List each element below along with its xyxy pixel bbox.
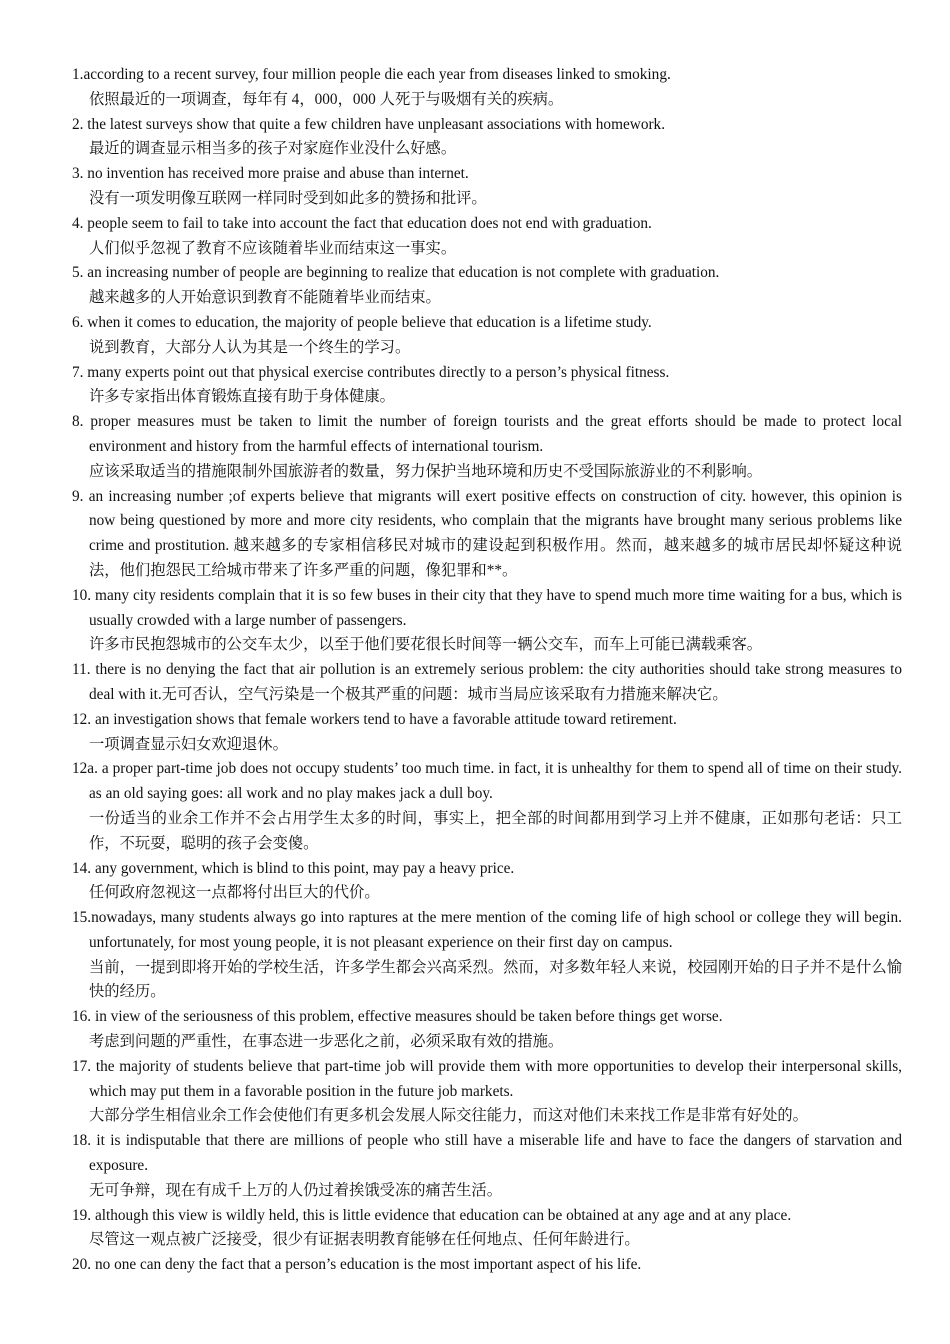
chinese-translation: 许多市民抱怨城市的公交车太少，以至于他们要花很长时间等一辆公交车，而车上可能已满载乘客。	[89, 636, 763, 654]
chinese-translation: 当前，一提到即将开始的学校生活，许多学生都会兴高采烈。然而，对多数年轻人来说，校园刚开始的日子并不是什么愉快的经历。	[89, 958, 902, 1001]
document-page	[72, 63, 902, 1278]
sentence-item	[72, 361, 902, 411]
english-sentence: 17. the majority of students believe that part-time job will provide them with more opportunities to develop their interpersonal skills, which may put them in a favorable position in the future job markets.	[72, 1057, 902, 1100]
english-sentence: 1.according to a recent survey, four million people die each year from diseases linked to smoking.	[72, 66, 671, 83]
sentence-item	[72, 410, 902, 484]
sentence-item	[72, 311, 902, 361]
sentence-item	[72, 857, 902, 907]
sentence-item	[72, 1055, 902, 1129]
chinese-translation: 一项调查显示妇女欢迎退休。	[89, 735, 288, 753]
english-sentence: 18. it is indisputable that there are millions of people who still have a miserable life and have to face the dangers of starvation and exposure.	[72, 1132, 902, 1175]
sentence-item	[72, 1005, 902, 1055]
sentence-item	[72, 757, 902, 856]
sentence-item	[72, 261, 902, 311]
english-sentence: 8. proper measures must be taken to limit the number of foreign tourists and the great efforts should be made to protect local environment and history from the harmful effects of international tourism.	[72, 413, 902, 455]
chinese-translation: 尽管这一观点被广泛接受，很少有证据表明教育能够在任何地点、任何年龄进行。	[89, 1231, 640, 1249]
sentence-item	[72, 113, 902, 163]
chinese-translation: 应该采取适当的措施限制外国旅游者的数量，努力保护当地环境和历史不受国际旅游业的不利影响。	[89, 462, 763, 480]
chinese-translation: 大部分学生相信业余工作会使他们有更多机会发展人际交往能力，而这对他们未来找工作是非常有好处的。	[89, 1107, 808, 1125]
chinese-translation: 无可争辩，现在有成千上万的人仍过着挨饿受冻的痛苦生活。	[89, 1181, 503, 1199]
sentence-item	[72, 906, 902, 1005]
chinese-translation: 说到教育，大部分人认为其是一个终生的学习。	[89, 338, 411, 356]
english-sentence: 9. an increasing number ;of experts believe that migrants will exert positive effects on construction of city. however, this opinion is now being questioned by more and more city residents, who complain that the migrants have brought many serious problems like crime and prostitution. 越来越多的专家相信移民对城市的建设起到积极作用。然而，越来越多的城市居民却怀疑这种说法，他们抱怨民工给城市带来了许多严重的问题，像犯罪和**。	[72, 487, 902, 579]
sentence-item	[72, 1253, 902, 1278]
english-sentence: 6. when it comes to education, the majority of people believe that education is a lifetime study.	[72, 313, 652, 331]
sentence-item	[72, 485, 902, 584]
english-sentence: 12a. a proper part-time job does not occupy students’ too much time. in fact, it is unhealthy for them to spend all of time on their study. as an old saying goes: all work and no play makes jack a dull boy.	[72, 760, 902, 803]
chinese-translation: 许多专家指出体育锻炼直接有助于身体健康。	[89, 388, 395, 406]
chinese-translation: 越来越多的人开始意识到教育不能随着毕业而结束。	[89, 289, 441, 307]
chinese-translation: 最近的调查显示相当多的孩子对家庭作业没什么好感。	[89, 140, 457, 158]
english-sentence: 19. although this view is wildly held, this is little evidence that education can be obtained at any age and at any place.	[72, 1206, 792, 1224]
sentence-item	[72, 708, 902, 758]
chinese-translation: 人们似乎忽视了教育不应该随着毕业而结束这一事实。	[89, 239, 457, 257]
sentence-item	[72, 162, 902, 212]
english-sentence: 2. the latest surveys show that quite a few children have unpleasant associations with homework.	[72, 115, 666, 133]
english-sentence: 10. many city residents complain that it is so few buses in their city that they have to spend much more time waiting for a bus, which is usually crowded with a large number of passengers.	[72, 586, 902, 629]
english-sentence: 4. people seem to fail to take into account the fact that education does not end with graduation.	[72, 214, 652, 232]
sentence-item	[72, 658, 902, 708]
chinese-translation: 考虑到问题的严重性，在事态进一步恶化之前，必须采取有效的措施。	[89, 1033, 564, 1051]
english-sentence: 11. there is no denying the fact that air pollution is an extremely serious problem: the city authorities should take strong measures to deal with it.无可否认，空气污染是一个极其严重的问题：城市当局应该采取有力措施来解决它。	[72, 661, 902, 703]
english-sentence: 20. no one can deny the fact that a person’s education is the most important aspect of his life.	[72, 1256, 642, 1274]
sentence-item	[72, 584, 902, 658]
english-sentence: 15.nowadays, many students always go into raptures at the mere mention of the coming life of high school or college they will begin. unfortunately, for most young people, it is not pleasant experience on their first day on campus.	[72, 909, 902, 951]
english-sentence: 12. an investigation shows that female workers tend to have a favorable attitude toward retirement.	[72, 710, 677, 728]
chinese-translation: 一份适当的业余工作并不会占用学生太多的时间，事实上，把全部的时间都用到学习上并不健康，正如那句老话：只工作，不玩耍，聪明的孩子会变傻。	[89, 809, 902, 852]
chinese-translation: 依照最近的一项调查，每年有 4，000，000 人死于与吸烟有关的疾病。	[89, 90, 564, 108]
english-sentence: 7. many experts point out that physical exercise contributes directly to a person’s physical fitness.	[72, 363, 670, 381]
sentence-item	[72, 212, 902, 262]
chinese-translation: 没有一项发明像互联网一样同时受到如此多的赞扬和批评。	[89, 189, 487, 207]
english-sentence: 3. no invention has received more praise and abuse than internet.	[72, 165, 469, 183]
sentence-item	[72, 63, 902, 113]
sentence-item	[72, 1129, 902, 1203]
english-sentence: 14. any government, which is blind to this point, may pay a heavy price.	[72, 859, 515, 877]
english-sentence: 5. an increasing number of people are beginning to realize that education is not complete with graduation.	[72, 264, 720, 282]
english-sentence: 16. in view of the seriousness of this problem, effective measures should be taken before things get worse.	[72, 1008, 723, 1026]
sentence-item	[72, 1204, 902, 1254]
chinese-translation: 任何政府忽视这一点都将付出巨大的代价。	[89, 884, 380, 902]
